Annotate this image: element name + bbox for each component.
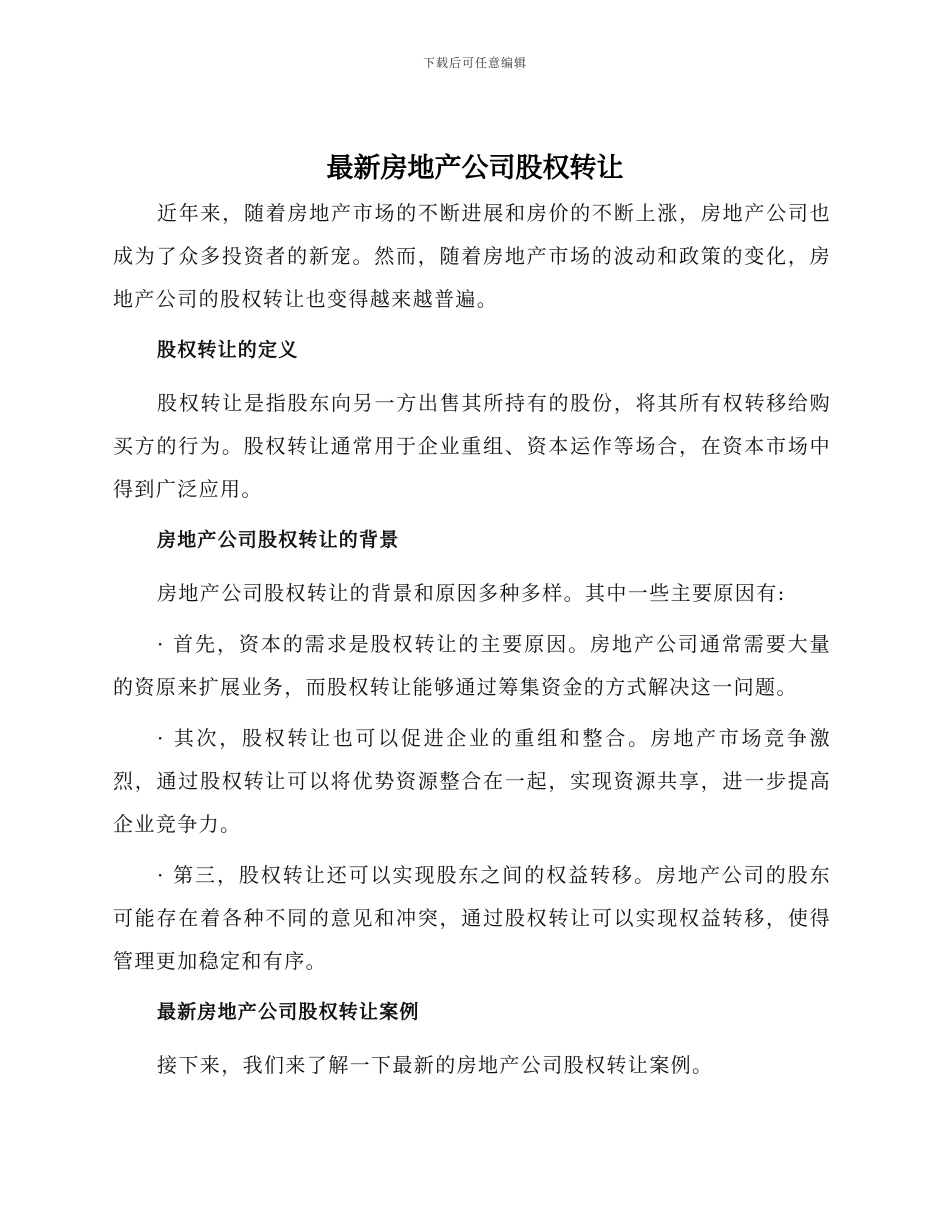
background-paragraph: 房地产公司股权转让的背景和原因多种多样。其中一些主要原因有:	[157, 581, 786, 605]
section-heading-background: 房地产公司股权转让的背景	[157, 529, 400, 551]
bullet-item-capital: · 首先，资本的需求是股权转让的主要原因。房地产公司通常需要大量的资原来扩展业务，而股权转让能够通过筹集资金的方式解决这一问题。	[113, 632, 831, 699]
bullet-item-restructuring: · 其次，股权转让也可以促进企业的重组和整合。房地产市场竞争激烈，通过股权转让可以将优势资源整合在一起，实现资源共享，进一步提高企业竞争力。	[113, 726, 831, 836]
intro-paragraph: 近年来，随着房地产市场的不断进展和房价的不断上涨，房地产公司也成为了众多投资者的新宠。然而，随着房地产市场的波动和政策的变化，房地产公司的股权转让也变得越来越普遍。	[113, 201, 831, 311]
section-heading-definition: 股权转让的定义	[157, 339, 299, 361]
definition-paragraph: 股权转让是指股东向另一方出售其所持有的股份，将其所有权转移给购买方的行为。股权转让通常用于企业重组、资本运作等场合，在资本市场中得到广泛应用。	[113, 391, 831, 501]
document-body	[113, 192, 831, 1095]
bullet-item-rights-transfer: · 第三，股权转让还可以实现股东之间的权益转移。房地产公司的股东可能存在着各种不同的意见和冲突，通过股权转让可以实现权益转移，使得管理更加稳定和有序。	[113, 863, 831, 973]
section-heading-cases: 最新房地产公司股权转让案例	[157, 1001, 420, 1023]
cases-paragraph: 接下来，我们来了解一下最新的房地产公司股权转让案例。	[157, 1053, 714, 1077]
page-header-note: 下载后可任意编辑	[422, 56, 527, 70]
document-title: 最新房地产公司股权转让	[326, 153, 624, 184]
